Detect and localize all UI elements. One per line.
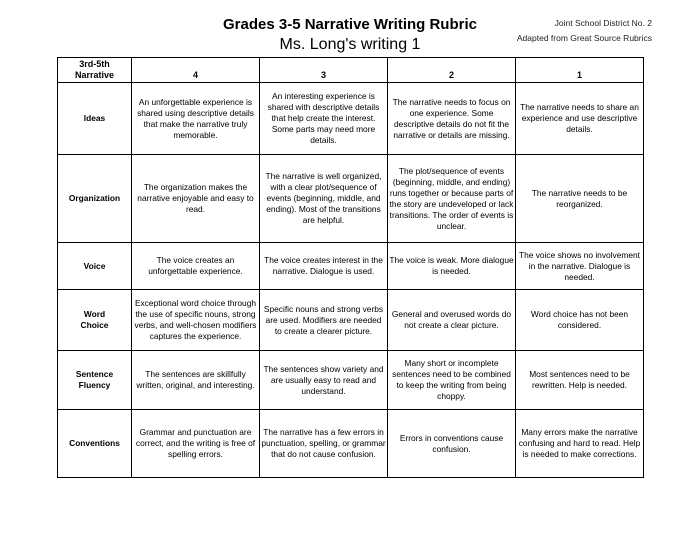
- cell-conventions-2: Errors in conventions cause confusion.: [388, 410, 516, 478]
- score-header-4: 4: [132, 58, 260, 83]
- table-row: [58, 243, 644, 290]
- criterion-word-line-1: Word: [83, 309, 106, 319]
- score-header-3: 3: [260, 58, 388, 83]
- cell-conventions-1: Many errors make the narrative confusing and hard to read. Help is needed to make corrections.: [516, 410, 644, 478]
- corner-line-1: 3rd-5th: [79, 59, 110, 69]
- cell-voice-4: The voice creates an unforgettable experience.: [132, 243, 260, 290]
- source-note: Adapted from Great Source Rubrics: [516, 33, 652, 43]
- cell-ideas-2: The narrative needs to focus on one experience. Some descriptive details do not fit the narrative or details are missing.: [388, 83, 516, 155]
- cell-word-choice-2: General and overused words do not create a clear picture.: [388, 290, 516, 351]
- criterion-ideas: Ideas: [58, 83, 132, 155]
- criterion-sentence-line-1: Sentence: [75, 369, 114, 379]
- table-row: [58, 290, 644, 351]
- cell-sentence-fluency-1: Most sentences need to be rewritten. Help is needed.: [516, 351, 644, 410]
- cell-conventions-4: Grammar and punctuation are correct, and the writing is free of spelling errors.: [132, 410, 260, 478]
- score-header-1: 1: [516, 58, 644, 83]
- table-row: [58, 410, 644, 478]
- cell-sentence-fluency-3: The sentences show variety and are usually easy to read and understand.: [260, 351, 388, 410]
- criterion-conventions: Conventions: [58, 410, 132, 478]
- district-name: Joint School District No. 2: [554, 18, 652, 28]
- cell-sentence-fluency-2: Many short or incomplete sentences need to be combined to keep the writing from being choppy.: [388, 351, 516, 410]
- cell-organization-1: The narrative needs to be reorganized.: [516, 155, 644, 243]
- rubric-table: [57, 57, 644, 478]
- page-subtitle: Ms. Long's writing 1: [279, 36, 421, 53]
- attribution: [517, 16, 652, 46]
- page-title: Grades 3-5 Narrative Writing Rubric: [223, 16, 477, 33]
- criterion-voice: Voice: [58, 243, 132, 290]
- cell-organization-2: The plot/sequence of events (beginning, middle, and ending) runs together or because parts of the story are undeveloped or lack transitions. The order of events is unclear.: [388, 155, 516, 243]
- cell-ideas-3: An interesting experience is shared with descriptive details that help create the interest. Some parts may need more details.: [260, 83, 388, 155]
- table-row: [58, 155, 644, 243]
- cell-voice-2: The voice is weak. More dialogue is needed.: [388, 243, 516, 290]
- cell-organization-3: The narrative is well organized, with a clear plot/sequence of events (beginning, middle, and ending). Most of the transitions are helpful.: [260, 155, 388, 243]
- criterion-organization: Organization: [58, 155, 132, 243]
- criterion-word-line-2: Choice: [80, 320, 109, 330]
- criterion-sentence-fluency: [58, 351, 132, 410]
- cell-ideas-4: An unforgettable experience is shared using descriptive details that make the narrative truly memorable.: [132, 83, 260, 155]
- cell-word-choice-4: Exceptional word choice through the use of specific nouns, strong verbs, and well-chosen modifiers captures the experience.: [132, 290, 260, 351]
- cell-organization-4: The organization makes the narrative enjoyable and easy to read.: [132, 155, 260, 243]
- corner-line-2: Narrative: [74, 70, 115, 80]
- criterion-word-choice: [58, 290, 132, 351]
- table-row: [58, 351, 644, 410]
- cell-voice-1: The voice shows no involvement in the narrative. Dialogue is needed.: [516, 243, 644, 290]
- cell-conventions-3: The narrative has a few errors in punctuation, spelling, or grammar that do not cause confusion.: [260, 410, 388, 478]
- cell-sentence-fluency-4: The sentences are skillfully written, original, and interesting.: [132, 351, 260, 410]
- corner-header: [58, 58, 132, 83]
- header-row: [58, 58, 644, 83]
- cell-word-choice-1: Word choice has not been considered.: [516, 290, 644, 351]
- criterion-sentence-line-2: Fluency: [78, 380, 111, 390]
- cell-ideas-1: The narrative needs to share an experience and use descriptive details.: [516, 83, 644, 155]
- table-row: [58, 83, 644, 155]
- cell-word-choice-3: Specific nouns and strong verbs are used. Modifiers are needed to create a clearer picture.: [260, 290, 388, 351]
- cell-voice-3: The voice creates interest in the narrative. Dialogue is used.: [260, 243, 388, 290]
- score-header-2: 2: [388, 58, 516, 83]
